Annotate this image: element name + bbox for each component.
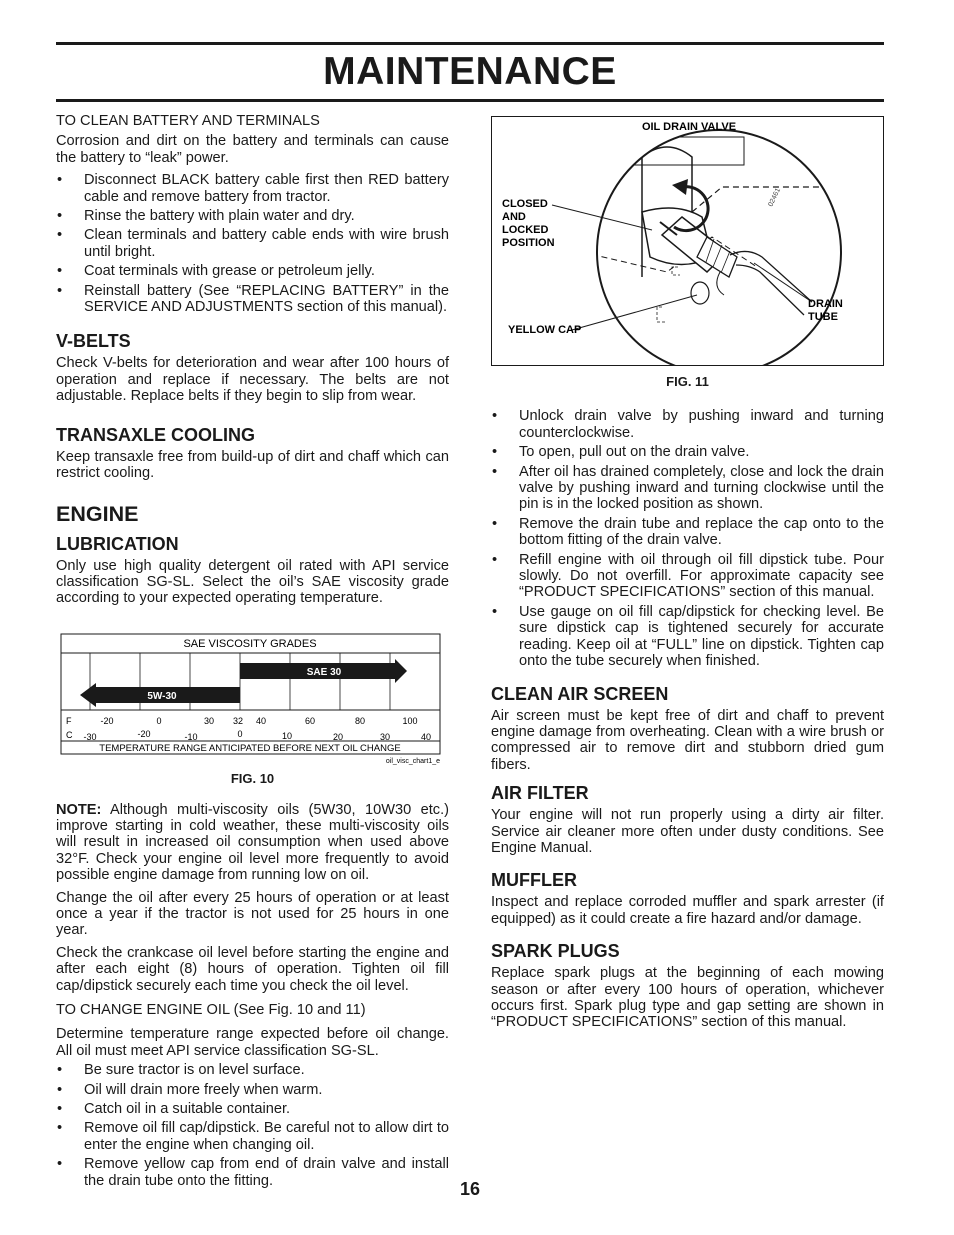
tick-label: 0 bbox=[237, 728, 243, 739]
tick-label: 100 bbox=[402, 715, 418, 726]
muffler-heading: MUFFLER bbox=[491, 870, 577, 891]
tick-label: -20 bbox=[137, 728, 151, 739]
tick-label: 10 bbox=[281, 730, 293, 741]
list-item: • Be sure tractor is on level surface. bbox=[56, 1062, 449, 1078]
tick-label: 30 bbox=[379, 731, 391, 742]
valve-detail bbox=[582, 137, 852, 322]
list-item: • Oil will drain more freely when warm. bbox=[56, 1082, 449, 1098]
list-item: • Use gauge on oil fill cap/dipstick for checking level. Be sure dipstick cap is tightened securely for accurate reading. Keep oil at “FULL” line on dipstick. Tighten cap onto the tube securely when finished. bbox=[491, 604, 884, 670]
fig10-caption: FIG. 10 bbox=[230, 771, 275, 787]
battery-heading: TO CLEAN BATTERY AND TERMINALS bbox=[56, 113, 320, 129]
spark-plugs-text: Replace spark plugs at the beginning of each mowing season or after every 100 hours of operation, whichever occurs first. Spark plug type and gap setting are shown in “PRODUCT SPECIFICATIONS” section of this manual. bbox=[491, 965, 884, 1031]
label-and: AND bbox=[502, 211, 526, 223]
list-item: • Remove yellow cap from end of drain valve and install the drain tube onto the fitting. bbox=[56, 1156, 449, 1189]
list-item: • Coat terminals with grease or petroleum jelly. bbox=[56, 263, 449, 279]
list-item: • Rinse the battery with plain water and dry. bbox=[56, 208, 449, 224]
change-oil-heading: TO CHANGE ENGINE OIL (See Fig. 10 and 11) bbox=[56, 1002, 366, 1018]
list-item: • Disconnect BLACK battery cable first then RED battery cable and remove battery from tractor. bbox=[56, 172, 449, 205]
right-column bbox=[491, 116, 884, 1037]
left-column bbox=[56, 113, 449, 1195]
list-item: • Remove the drain tube and replace the cap onto to the bottom fitting of the drain valve. bbox=[491, 516, 884, 549]
tick-label: 0 bbox=[156, 715, 162, 726]
lubrication-text: Only use high quality detergent oil rated with API service classification SG-SL. Select the oil’s SAE viscosity grade according to your expected operating temperature. bbox=[56, 557, 449, 607]
battery-list bbox=[56, 172, 449, 315]
air-filter-text: Your engine will not run properly using a dirty air filter. Service air cleaner more often under dusty conditions. See Engine Manual. bbox=[491, 807, 884, 856]
list-item: • Unlock drain valve by pushing inward and turning counterclockwise. bbox=[491, 408, 884, 441]
tick-label: 40 bbox=[420, 731, 432, 742]
viscosity-chart-graphic bbox=[60, 633, 441, 765]
label-sae30: SAE 30 bbox=[306, 666, 342, 678]
tick-label: 80 bbox=[354, 715, 366, 726]
page-title: MAINTENANCE bbox=[323, 50, 617, 93]
list-item: • Refill engine with oil through oil fill dipstick tube. Pour slowly. Do not overfill. For approximate capacity see “PRODUCT SPECIFICATIONS” section of this manual. bbox=[491, 552, 884, 601]
determine-text: Determine temperature range expected before oil change. All oil must meet API service classification SG-SL. bbox=[56, 1026, 449, 1059]
label-drain: DRAIN bbox=[808, 298, 843, 310]
label-position: POSITION bbox=[502, 237, 555, 249]
tick-label: 20 bbox=[332, 731, 344, 742]
spark-plugs-heading: SPARK PLUGS bbox=[491, 941, 620, 962]
change-interval-text: Change the oil after every 25 hours of operation or at least once a year if the tractor is not used for 25 hours in one year. bbox=[56, 889, 449, 939]
figure-code: 02461 bbox=[767, 187, 783, 208]
label-yellow-cap: YELLOW CAP bbox=[508, 324, 582, 336]
page-number: 16 bbox=[459, 1179, 481, 1199]
check-level-text: Check the crankcase oil level before starting the engine and after each eight (8) hours of operation. Tighten oil fill cap/dipstick securely each time you check the oil level. bbox=[56, 944, 449, 994]
lubrication-heading: LUBRICATION bbox=[56, 533, 179, 554]
label-locked: LOCKED bbox=[502, 224, 549, 236]
tick-label: 40 bbox=[255, 715, 267, 726]
chart-footer: TEMPERATURE RANGE ANTICIPATED BEFORE NEXT OIL CHANGE bbox=[99, 742, 401, 754]
tick-label: -20 bbox=[100, 715, 114, 726]
note-paragraph bbox=[56, 802, 449, 884]
change-oil-list bbox=[56, 1062, 449, 1189]
note-label: NOTE: bbox=[56, 801, 102, 818]
tick-label: 30 bbox=[203, 715, 215, 726]
list-item: • After oil has drained completely, close and lock the drain valve by pushing inward and turning clockwise until the pin is in the locked position as shown. bbox=[491, 464, 884, 513]
list-item: • Reinstall battery (See “REPLACING BATTERY” in the SERVICE AND ADJUSTMENTS section of this manual). bbox=[56, 283, 449, 316]
title-rule bbox=[56, 99, 884, 102]
transaxle-text: Keep transaxle free from build-up of dirt and chaff which can restrict cooling. bbox=[56, 448, 449, 482]
engine-heading: ENGINE bbox=[56, 501, 139, 526]
drain-valve-figure bbox=[491, 116, 884, 366]
tick-label: 60 bbox=[304, 715, 316, 726]
tick-label: -30 bbox=[83, 731, 97, 742]
vbelts-heading: V-BELTS bbox=[56, 331, 131, 352]
drain-valve-illustration bbox=[492, 117, 883, 365]
muffler-text: Inspect and replace corroded muffler and spark arrester (if equipped) as it could create a fire hazard and/or damage. bbox=[491, 894, 884, 927]
air-screen-heading: CLEAN AIR SCREEN bbox=[491, 683, 669, 704]
label-closed: CLOSED bbox=[502, 198, 548, 210]
tick-label: -10 bbox=[184, 731, 198, 742]
air-screen-text: Air screen must be kept free of dirt and chaff to prevent engine damage from overheating. Clean with a wire brush or compressed air to remove dirt and stubborn dried gum fibers. bbox=[491, 707, 884, 773]
chart-code: oil_visc_chart1_e bbox=[385, 757, 440, 765]
axis-c-label: C bbox=[66, 729, 73, 740]
label-5w30: 5W-30 bbox=[147, 690, 177, 702]
axis-f-label: F bbox=[66, 715, 72, 726]
tick-label: 32 bbox=[232, 715, 244, 726]
battery-intro: Corrosion and dirt on the battery and terminals can cause the battery to “leak” power. bbox=[56, 133, 449, 166]
list-item: • To open, pull out on the drain valve. bbox=[491, 444, 884, 460]
label-tube: TUBE bbox=[808, 311, 838, 323]
vbelts-text: Check V-belts for deterioration and wear after 100 hours of operation and replace if necessary. The belts are not adjustable. Replace belts if they begin to slip from wear. bbox=[56, 355, 449, 405]
chart-title: SAE VISCOSITY GRADES bbox=[183, 637, 317, 650]
list-item: • Catch oil in a suitable container. bbox=[56, 1101, 449, 1117]
list-item: • Remove oil fill cap/dipstick. Be careful not to allow dirt to enter the engine when changing oil. bbox=[56, 1120, 449, 1153]
note-text: Although multi-viscosity oils (5W30, 10W30 etc.) improve starting in cold weather, these multi-viscosity oils will result in increased oil consumption when used above 32°F. Check your engine oil level more frequently to avoid possible engine damage from running low on oil. bbox=[56, 801, 449, 884]
fig11-caption: FIG. 11 bbox=[666, 374, 709, 389]
label-oil-drain-valve: OIL DRAIN VALVE bbox=[641, 121, 737, 133]
list-item: • Clean terminals and battery cable ends with wire brush until bright. bbox=[56, 227, 449, 260]
transaxle-heading: TRANSAXLE COOLING bbox=[56, 424, 256, 445]
air-filter-heading: AIR FILTER bbox=[491, 783, 589, 804]
viscosity-chart bbox=[60, 633, 441, 769]
drain-list bbox=[491, 408, 884, 669]
